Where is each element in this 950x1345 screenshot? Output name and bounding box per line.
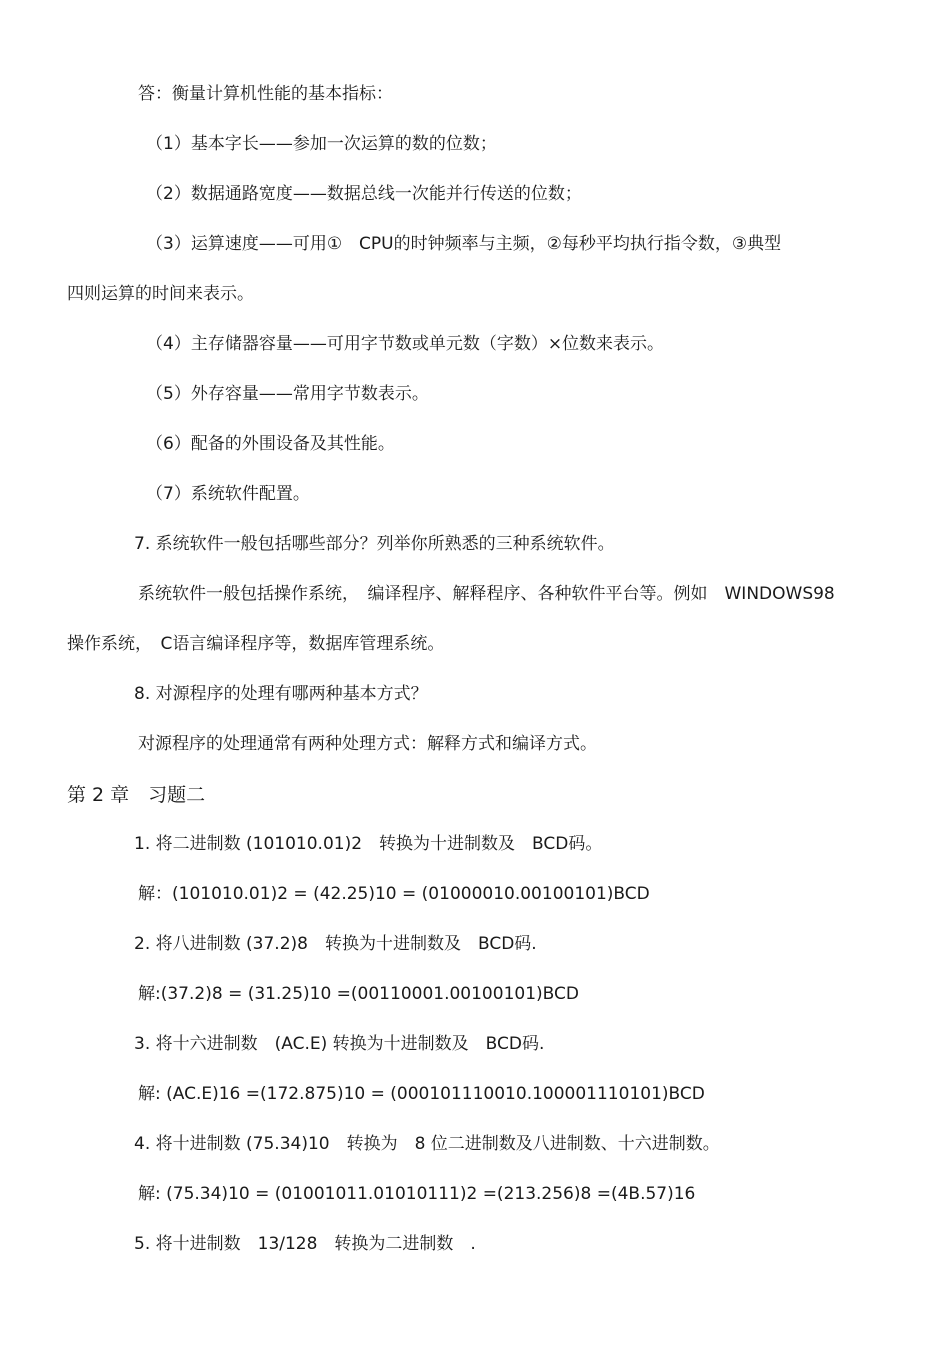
answer-7-line-1: 系统软件一般包括操作系统， 编译程序、解释程序、各种软件平台等。例如 WINDOWS98 bbox=[138, 584, 835, 604]
question-8: 8. 对源程序的处理有哪两种基本方式？ bbox=[134, 684, 428, 704]
metric-item-1: （1）基本字长——参加一次运算的数的位数； bbox=[146, 134, 497, 154]
exercise-3: 3. 将十六进制数 (AC.E) 转换为十进制数及 BCD码. bbox=[134, 1034, 545, 1054]
answer-intro: 答：衡量计算机性能的基本指标： bbox=[138, 84, 393, 104]
exercise-2: 2. 将八进制数 (37.2)8 转换为十进制数及 BCD码. bbox=[134, 934, 537, 954]
exercise-5: 5. 将十进制数 13/128 转换为二进制数 . bbox=[134, 1234, 476, 1254]
metric-item-3: （3）运算速度——可用① CPU的时钟频率与主频，②每秒平均执行指令数，③典型 bbox=[146, 234, 782, 254]
exercise-3-solution: 解: (AC.E)16 =(172.875)10 = (000101110010.100001110101)BCD bbox=[138, 1084, 705, 1104]
exercise-1: 1. 将二进制数 (101010.01)2 转换为十进制数及 BCD码。 bbox=[134, 834, 603, 854]
metric-item-2: （2）数据通路宽度——数据总线一次能并行传送的位数； bbox=[146, 184, 582, 204]
metric-item-3-continuation: 四则运算的时间来表示。 bbox=[67, 284, 254, 304]
exercise-4-solution: 解: (75.34)10 = (01001011.01010111)2 =(213.256)8 =(4B.57)16 bbox=[138, 1184, 696, 1204]
metric-item-6: （6）配备的外围设备及其性能。 bbox=[146, 434, 395, 454]
metric-item-7: （7）系统软件配置。 bbox=[146, 484, 310, 504]
answer-7-line-2: 操作系统， C语言编译程序等，数据库管理系统。 bbox=[67, 634, 445, 654]
exercise-2-solution: 解:(37.2)8 = (31.25)10 =(00110001.00100101)BCD bbox=[138, 984, 579, 1004]
question-7: 7. 系统软件一般包括哪些部分？列举你所熟悉的三种系统软件。 bbox=[134, 534, 615, 554]
exercise-4: 4. 将十进制数 (75.34)10 转换为 8 位二进制数及八进制数、十六进制数。 bbox=[134, 1134, 720, 1154]
chapter-heading: 第 2 章 习题二 bbox=[67, 784, 206, 806]
answer-8: 对源程序的处理通常有两种处理方式：解释方式和编译方式。 bbox=[138, 734, 597, 754]
metric-item-5: （5）外存容量——常用字节数表示。 bbox=[146, 384, 429, 404]
metric-item-4: （4）主存储器容量——可用字节数或单元数（字数）×位数来表示。 bbox=[146, 334, 665, 354]
exercise-1-solution: 解：(101010.01)2 = (42.25)10 = (01000010.00100101)BCD bbox=[138, 884, 650, 904]
